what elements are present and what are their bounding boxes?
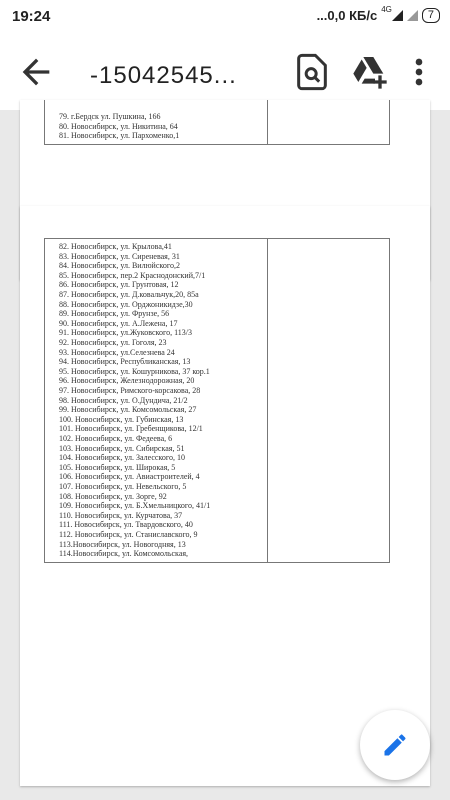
- list-item: 109. Новосибирск, ул. Б.Хмельницкого, 41/1: [59, 501, 211, 511]
- list-item: 96. Новосибирск, Железнодорожная, 20: [59, 376, 195, 386]
- list-item: 89. Новосибирск, ул. Фрунзе, 56: [59, 309, 170, 319]
- list-item: 85. Новосибирск, пер.2 Краснодонский,7/1: [59, 270, 206, 280]
- list-item: 87. Новосибирск, ул. Д.ковальчук,20, 85а: [59, 290, 199, 299]
- list-item: 111. Новосибирск, ул. Твардовского, 40: [59, 520, 193, 530]
- find-in-page-icon: [292, 52, 332, 92]
- list-item: 92. Новосибирск, ул. Гоголя, 23: [59, 338, 167, 347]
- table-divider: [267, 239, 268, 562]
- list-item: 84. Новосибирск, ул. Вилюйского,2: [59, 261, 180, 271]
- list-item: 102. Новосибирск, ул. Федеева, 6: [59, 434, 173, 443]
- list-item: 113.Новосибирск, ул. Новогодняя, 13: [59, 539, 186, 549]
- list-item: 83. Новосибирск, ул. Сиреневая, 31: [59, 251, 180, 261]
- document-title: -15042545...: [90, 62, 237, 89]
- find-in-page-button[interactable]: [292, 52, 332, 92]
- list-item: 88. Новосибирск, ул. Орджоникидзе,30: [59, 299, 193, 309]
- list-item: 94. Новосибирск, Республиканская, 13: [59, 357, 191, 367]
- status-icons: [316, 5, 440, 23]
- list-item: 110. Новосибирск, ул. Курчатова, 37: [59, 510, 183, 520]
- app-bar: [0, 34, 450, 110]
- list-item: 105. Новосибирск, ул. Широкая, 5: [59, 462, 176, 472]
- list-item: 114.Новосибирск, ул. Комсомольская,: [59, 549, 189, 559]
- network-speed: ...0,0 КБ/с: [316, 8, 378, 23]
- list-item: 106. Новосибирск, ул. Авиастроителей, 4: [59, 472, 200, 482]
- list-item: 100. Новосибирск, ул. Губинская, 13: [59, 414, 184, 424]
- document-page-2: [20, 206, 430, 786]
- list-item: 90. Новосибирск, ул. А.Лежена, 17: [59, 318, 178, 328]
- list-item: 98. Новосибирск, ул. О.Дундича, 21/2: [59, 395, 188, 405]
- back-button[interactable]: [16, 52, 56, 92]
- status-bar: [0, 0, 450, 34]
- list-item: 95. Новосибирск, ул. Кошурникова, 37 кор.1: [59, 366, 210, 376]
- list-item: 86. Новосибирск, ул. Грунтовая, 12: [59, 280, 179, 290]
- list-item: 107. Новосибирск, ул. Невельского, 5: [59, 482, 187, 491]
- table-divider: [267, 100, 268, 144]
- list-item: 104. Новосибирск, ул. Залесского, 10: [59, 453, 185, 463]
- edit-icon: [381, 731, 409, 759]
- list-item: 93. Новосибирск, ул.Селезнева 24: [59, 347, 175, 357]
- list-item: 97. Новосибирск, Римского-корсакова, 28: [59, 386, 201, 395]
- arrow-back-icon: [16, 52, 56, 92]
- list-item: 82. Новосибирск, ул. Крылова,41: [59, 242, 172, 251]
- list-item: 103. Новосибирск, ул. Сибирская, 51: [59, 443, 185, 453]
- add-to-drive-button[interactable]: [350, 52, 390, 92]
- page-1-table: [44, 100, 390, 145]
- battery-icon: 7: [422, 8, 440, 23]
- list-item: 91. Новосибирск, ул.Жуковского, 113/3: [59, 328, 192, 338]
- page-2-table: [44, 238, 390, 563]
- list-item: 108. Новосибирск, ул. Зорге, 92: [59, 491, 167, 501]
- list-item: 80. Новосибирск, ул. Никитина, 64: [59, 121, 178, 131]
- list-item: 81. Новосибирск, ул. Пархоменко,1: [59, 131, 180, 140]
- list-item: 99. Новосибирск, ул. Комсомольская, 27: [59, 405, 197, 415]
- network-type: 4G: [381, 5, 392, 14]
- edit-button[interactable]: [360, 710, 430, 780]
- document-viewer[interactable]: [0, 110, 450, 800]
- signal-icon: [392, 10, 403, 21]
- list-item: 112. Новосибирск, ул. Станиславского, 9: [59, 530, 198, 539]
- list-item: 101. Новосибирск, ул. Гребенщикова, 12/1: [59, 424, 203, 434]
- status-time: 19:24: [12, 8, 51, 25]
- more-vert-icon: [404, 52, 434, 92]
- add-to-drive-icon: [350, 52, 390, 92]
- signal-icon-secondary: [407, 10, 418, 21]
- list-item: 79. г.Бердск ул. Пушкина, 166: [59, 112, 161, 121]
- more-options-button[interactable]: [404, 52, 434, 92]
